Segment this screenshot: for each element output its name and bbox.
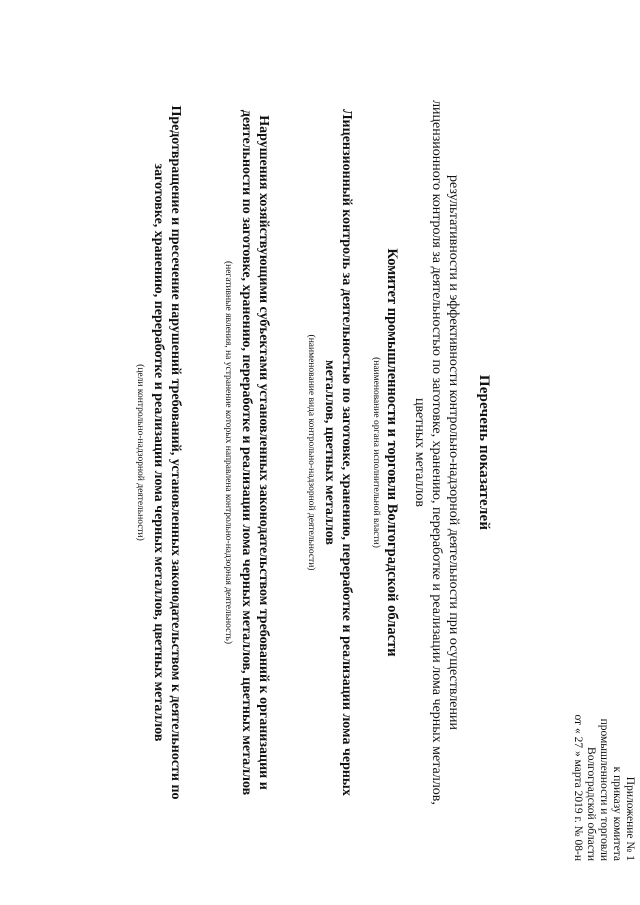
appendix-note: [571, 601, 636, 861]
control-type-line: Лицензионный контроль за деятельностью по заготовке, хранению, переработке и реализации лома черных: [339, 109, 354, 796]
document-subtitle: [411, 40, 462, 865]
organization-section: [371, 40, 400, 865]
appendix-line: Приложение № 1: [624, 776, 636, 861]
organization-name: Комитет промышленности и торговли Волгоградской области: [384, 248, 400, 657]
subtitle-line: цветных металлов: [412, 397, 427, 508]
document-title: Перечень показателей: [476, 374, 492, 531]
appendix-line: от « 27 » марта 2019 г. № 08-н: [572, 714, 584, 861]
subtitle-line: результативности и эффективности контрольно-надзорной деятельности при осуществлении: [446, 175, 461, 730]
appendix-line: к приказу комитета: [611, 766, 623, 861]
negative-phenomena-caption: (негативные явления, на устранение которых направлена контрольно-надзорная деятельность): [223, 260, 233, 644]
negative-phenomena-section: [219, 40, 272, 865]
goals-line: заготовке, хранению, переработке и реализации лома черных металлов, цветных металлов: [151, 163, 166, 742]
negative-phenomena-line: Нарушения хозяйствующими субъектами установленных законодательством требований к организации и: [256, 115, 271, 790]
goals-section: [131, 40, 184, 865]
subtitle-line: лицензионного контроля за деятельностью по заготовке, хранению, переработке и реализации лома черных металлов,: [429, 100, 444, 805]
goals-caption: (цели контрольно-надзорной деятельности): [135, 364, 145, 541]
control-type-caption: (наименование вида контрольно-надзорной деятельности): [306, 334, 316, 571]
organization-caption: (наименование органа исполнительной власти): [371, 357, 381, 548]
control-type-line: металлов, цветных металлов: [322, 360, 337, 545]
appendix-line: промышленности и торговли: [598, 718, 610, 861]
appendix-line: Волгоградской области: [585, 747, 597, 861]
goals-line: Предотвращение и пресечение нарушений требований, установленных законодательством к деятельности по: [168, 105, 183, 800]
control-type-section: [302, 40, 355, 865]
negative-phenomena-line: деятельности по заготовке, хранению, переработке и реализации лома черных металлов, цветных металлов: [239, 109, 254, 796]
